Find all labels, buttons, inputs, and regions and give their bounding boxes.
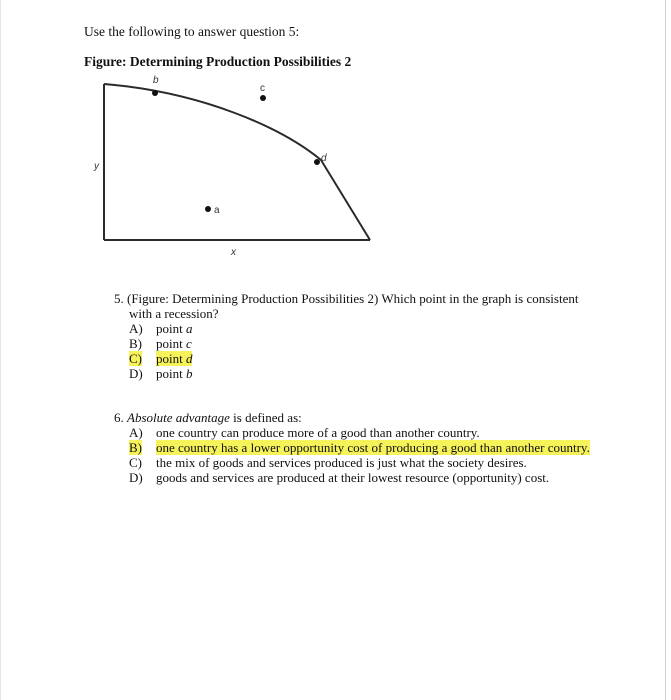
- option-text: point: [156, 321, 186, 336]
- point-a-label: a: [214, 205, 220, 216]
- option-var: b: [185, 366, 193, 381]
- option-letter: C): [129, 351, 142, 366]
- point-c-label: c: [260, 83, 265, 94]
- question-5-option-b[interactable]: [114, 336, 614, 351]
- question-6-option-b[interactable]: [114, 440, 634, 455]
- point-d-marker: [314, 159, 320, 165]
- option-var: d: [185, 351, 193, 366]
- question-5-stem-line2: with a recession?: [129, 306, 219, 321]
- point-b-marker: [152, 90, 158, 96]
- question-5-option-d[interactable]: [114, 366, 614, 381]
- question-5-option-c[interactable]: [114, 351, 614, 366]
- question-5-number: 5.: [114, 291, 124, 306]
- figure-title: Figure: Determining Production Possibilities 2: [84, 54, 352, 69]
- option-text: goods and services are produced at their lowest resource (opportunity) cost.: [156, 470, 550, 485]
- point-a-marker: [205, 206, 211, 212]
- option-text: point: [156, 366, 186, 381]
- option-highlight: [156, 351, 192, 366]
- question-6-stem: [114, 410, 634, 425]
- point-d-label: d: [321, 153, 327, 164]
- question-5: [114, 291, 614, 381]
- question-6-number: 6.: [114, 410, 124, 425]
- question-6-option-a[interactable]: [114, 425, 634, 440]
- question-6-term: Absolute advantage: [127, 410, 230, 425]
- option-letter: A): [129, 321, 143, 336]
- option-text: point: [156, 351, 186, 366]
- question-6-option-d[interactable]: [114, 470, 634, 485]
- question-5-option-a[interactable]: [114, 321, 614, 336]
- option-var: c: [185, 336, 192, 351]
- option-text: one country can produce more of a good than another country.: [156, 425, 480, 440]
- option-letter: D): [129, 470, 143, 485]
- ppf-figure: [81, 72, 381, 257]
- option-text: one country has a lower opportunity cost of producing a good than another country.: [156, 440, 590, 455]
- option-letter: D): [129, 366, 143, 381]
- point-b-label: b: [153, 75, 159, 86]
- ppf-curve: [104, 84, 370, 240]
- question-6-stem-rest: is defined as:: [229, 410, 302, 425]
- point-c-marker: [260, 95, 266, 101]
- question-6: [114, 410, 634, 485]
- x-axis-label: x: [231, 247, 236, 257]
- y-axis-label: y: [94, 161, 99, 172]
- intro-text: Use the following to answer question 5:: [84, 24, 300, 39]
- option-letter: C): [129, 455, 142, 470]
- question-5-stem-line1: (Figure: Determining Production Possibilities 2) Which point in the graph is consistent: [127, 291, 579, 306]
- option-var: a: [185, 321, 193, 336]
- question-6-option-c[interactable]: [114, 455, 634, 470]
- option-text: point: [156, 336, 186, 351]
- option-letter: B): [129, 336, 142, 351]
- option-letter: B): [129, 440, 142, 455]
- option-text: the mix of goods and services produced is just what the society desires.: [156, 455, 527, 470]
- option-letter: A): [129, 425, 143, 440]
- question-5-stem: [114, 291, 614, 306]
